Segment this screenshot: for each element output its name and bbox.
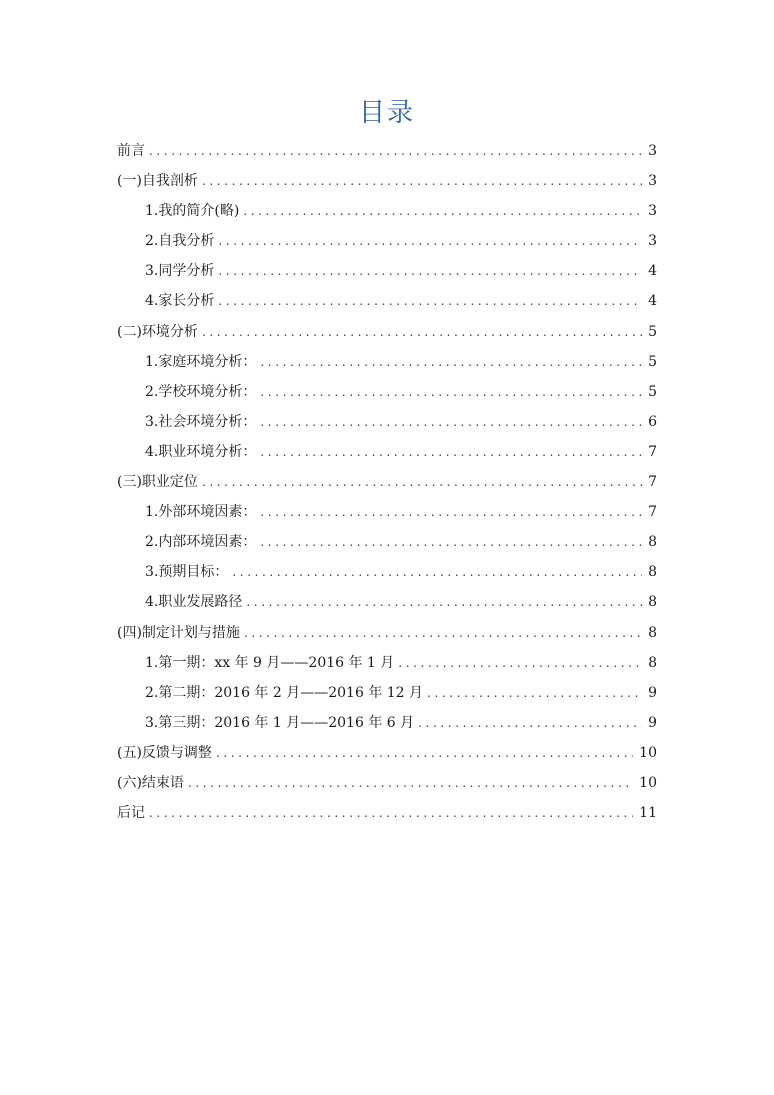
toc-dot-leader: [243, 196, 642, 226]
toc-entry-label: 2.第二期：2016 年 2 月——2016 年 12 月: [145, 684, 424, 701]
toc-entry-label: 1.外部环境因素：: [145, 504, 257, 521]
toc-entry[interactable]: [117, 377, 657, 407]
toc-entry[interactable]: [117, 407, 657, 437]
toc-page-number: 8: [648, 534, 657, 551]
toc-dot-leader: [202, 166, 642, 196]
toc-dot-leader: [246, 587, 642, 617]
toc-dot-leader: [260, 437, 642, 467]
toc-entry[interactable]: [117, 527, 657, 557]
toc-dot-leader: [218, 226, 642, 256]
toc-entry-label: 4.职业环境分析：: [145, 443, 257, 460]
toc-entry-label: 2.学校环境分析：: [145, 383, 257, 400]
toc-entry-label: 2.自我分析: [145, 233, 215, 250]
toc-page-number: 7: [648, 443, 657, 460]
toc-entry-label: 后记: [117, 805, 145, 822]
toc-entry[interactable]: [117, 286, 657, 316]
toc-dot-leader: [260, 527, 642, 557]
toc-entry[interactable]: [117, 317, 657, 347]
toc-page-number: 6: [648, 413, 657, 430]
toc-dot-leader: [216, 738, 633, 768]
toc-page-number: 11: [639, 805, 657, 822]
toc-page-number: 8: [648, 654, 657, 671]
toc-page-number: 5: [648, 323, 657, 340]
toc-dot-leader: [188, 768, 633, 798]
toc-dot-leader: [260, 377, 642, 407]
toc-page-number: 8: [648, 624, 657, 641]
toc-title: 目录: [358, 98, 415, 128]
toc-entry[interactable]: [117, 678, 657, 708]
toc-entry[interactable]: [117, 226, 657, 256]
toc-entry-label: 3.同学分析: [145, 263, 215, 280]
toc-page-number: 3: [648, 203, 657, 220]
toc-page-number: 4: [648, 293, 657, 310]
toc-entry-label: 3.社会环境分析：: [145, 413, 257, 430]
toc-entry[interactable]: [117, 136, 657, 166]
toc-page-number: 7: [648, 504, 657, 521]
toc-entry-label: 1.第一期：xx 年 9 月——2016 年 1 月: [145, 654, 395, 671]
toc-dot-leader: [260, 347, 642, 377]
toc-entry[interactable]: [117, 768, 657, 798]
toc-page-number: 3: [648, 173, 657, 190]
toc-entry[interactable]: [117, 256, 657, 286]
toc-entry[interactable]: [117, 497, 657, 527]
toc-page-number: 5: [648, 383, 657, 400]
toc-page-number: 3: [648, 143, 657, 159]
toc-page-number: 5: [648, 353, 657, 370]
toc-page-number: 10: [639, 744, 657, 761]
toc-entry[interactable]: [117, 708, 657, 738]
toc-dot-leader: [202, 317, 642, 347]
toc-entry-label: (六)结束语: [117, 774, 184, 791]
toc-list: [117, 136, 657, 828]
toc-page-number: 7: [648, 474, 657, 491]
toc-page-number: 9: [648, 714, 657, 731]
toc-dot-leader: [427, 678, 642, 708]
toc-entry-label: 3.预期目标：: [145, 564, 229, 581]
toc-entry[interactable]: [117, 557, 657, 587]
toc-entry-label: 4.职业发展路径: [145, 594, 243, 611]
toc-entry[interactable]: [117, 166, 657, 196]
toc-dot-leader: [218, 256, 642, 286]
toc-entry-label: (二)环境分析: [117, 323, 198, 340]
toc-entry-label: (三)职业定位: [117, 474, 198, 491]
toc-page-number: 9: [648, 684, 657, 701]
toc-entry-label: 1.家庭环境分析：: [145, 353, 257, 370]
toc-dot-leader: [149, 798, 633, 828]
toc-dot-leader: [149, 136, 642, 166]
toc-entry[interactable]: [117, 618, 657, 648]
toc-dot-leader: [260, 407, 642, 437]
toc-entry[interactable]: [117, 738, 657, 768]
toc-dot-leader: [260, 497, 642, 527]
toc-entry-label: (一)自我剖析: [117, 173, 198, 190]
toc-entry-label: (四)制定计划与措施: [117, 624, 240, 641]
toc-entry-label: 1.我的简介(略): [145, 203, 240, 220]
toc-entry-label: 4.家长分析: [145, 293, 215, 310]
toc-entry[interactable]: [117, 587, 657, 617]
toc-dot-leader: [218, 286, 642, 316]
toc-dot-leader: [232, 557, 642, 587]
toc-dot-leader: [244, 618, 642, 648]
toc-page-number: 10: [639, 774, 657, 791]
toc-entry[interactable]: [117, 648, 657, 678]
toc-dot-leader: [418, 708, 642, 738]
toc-page-number: 4: [648, 263, 657, 280]
toc-dot-leader: [202, 467, 642, 497]
toc-entry[interactable]: [117, 196, 657, 226]
toc-entry-label: 3.第三期：2016 年 1 月——2016 年 6 月: [145, 714, 415, 731]
toc-page-number: 3: [648, 233, 657, 250]
toc-entry[interactable]: [117, 437, 657, 467]
toc-entry-label: (五)反馈与调整: [117, 744, 212, 761]
toc-page-number: 8: [648, 564, 657, 581]
toc-entry[interactable]: [117, 467, 657, 497]
toc-entry-label: 前言: [117, 143, 145, 159]
toc-entry-label: 2.内部环境因素：: [145, 534, 257, 551]
toc-entry[interactable]: [117, 347, 657, 377]
toc-entry[interactable]: [117, 798, 657, 828]
toc-dot-leader: [398, 648, 642, 678]
toc-page-number: 8: [648, 594, 657, 611]
